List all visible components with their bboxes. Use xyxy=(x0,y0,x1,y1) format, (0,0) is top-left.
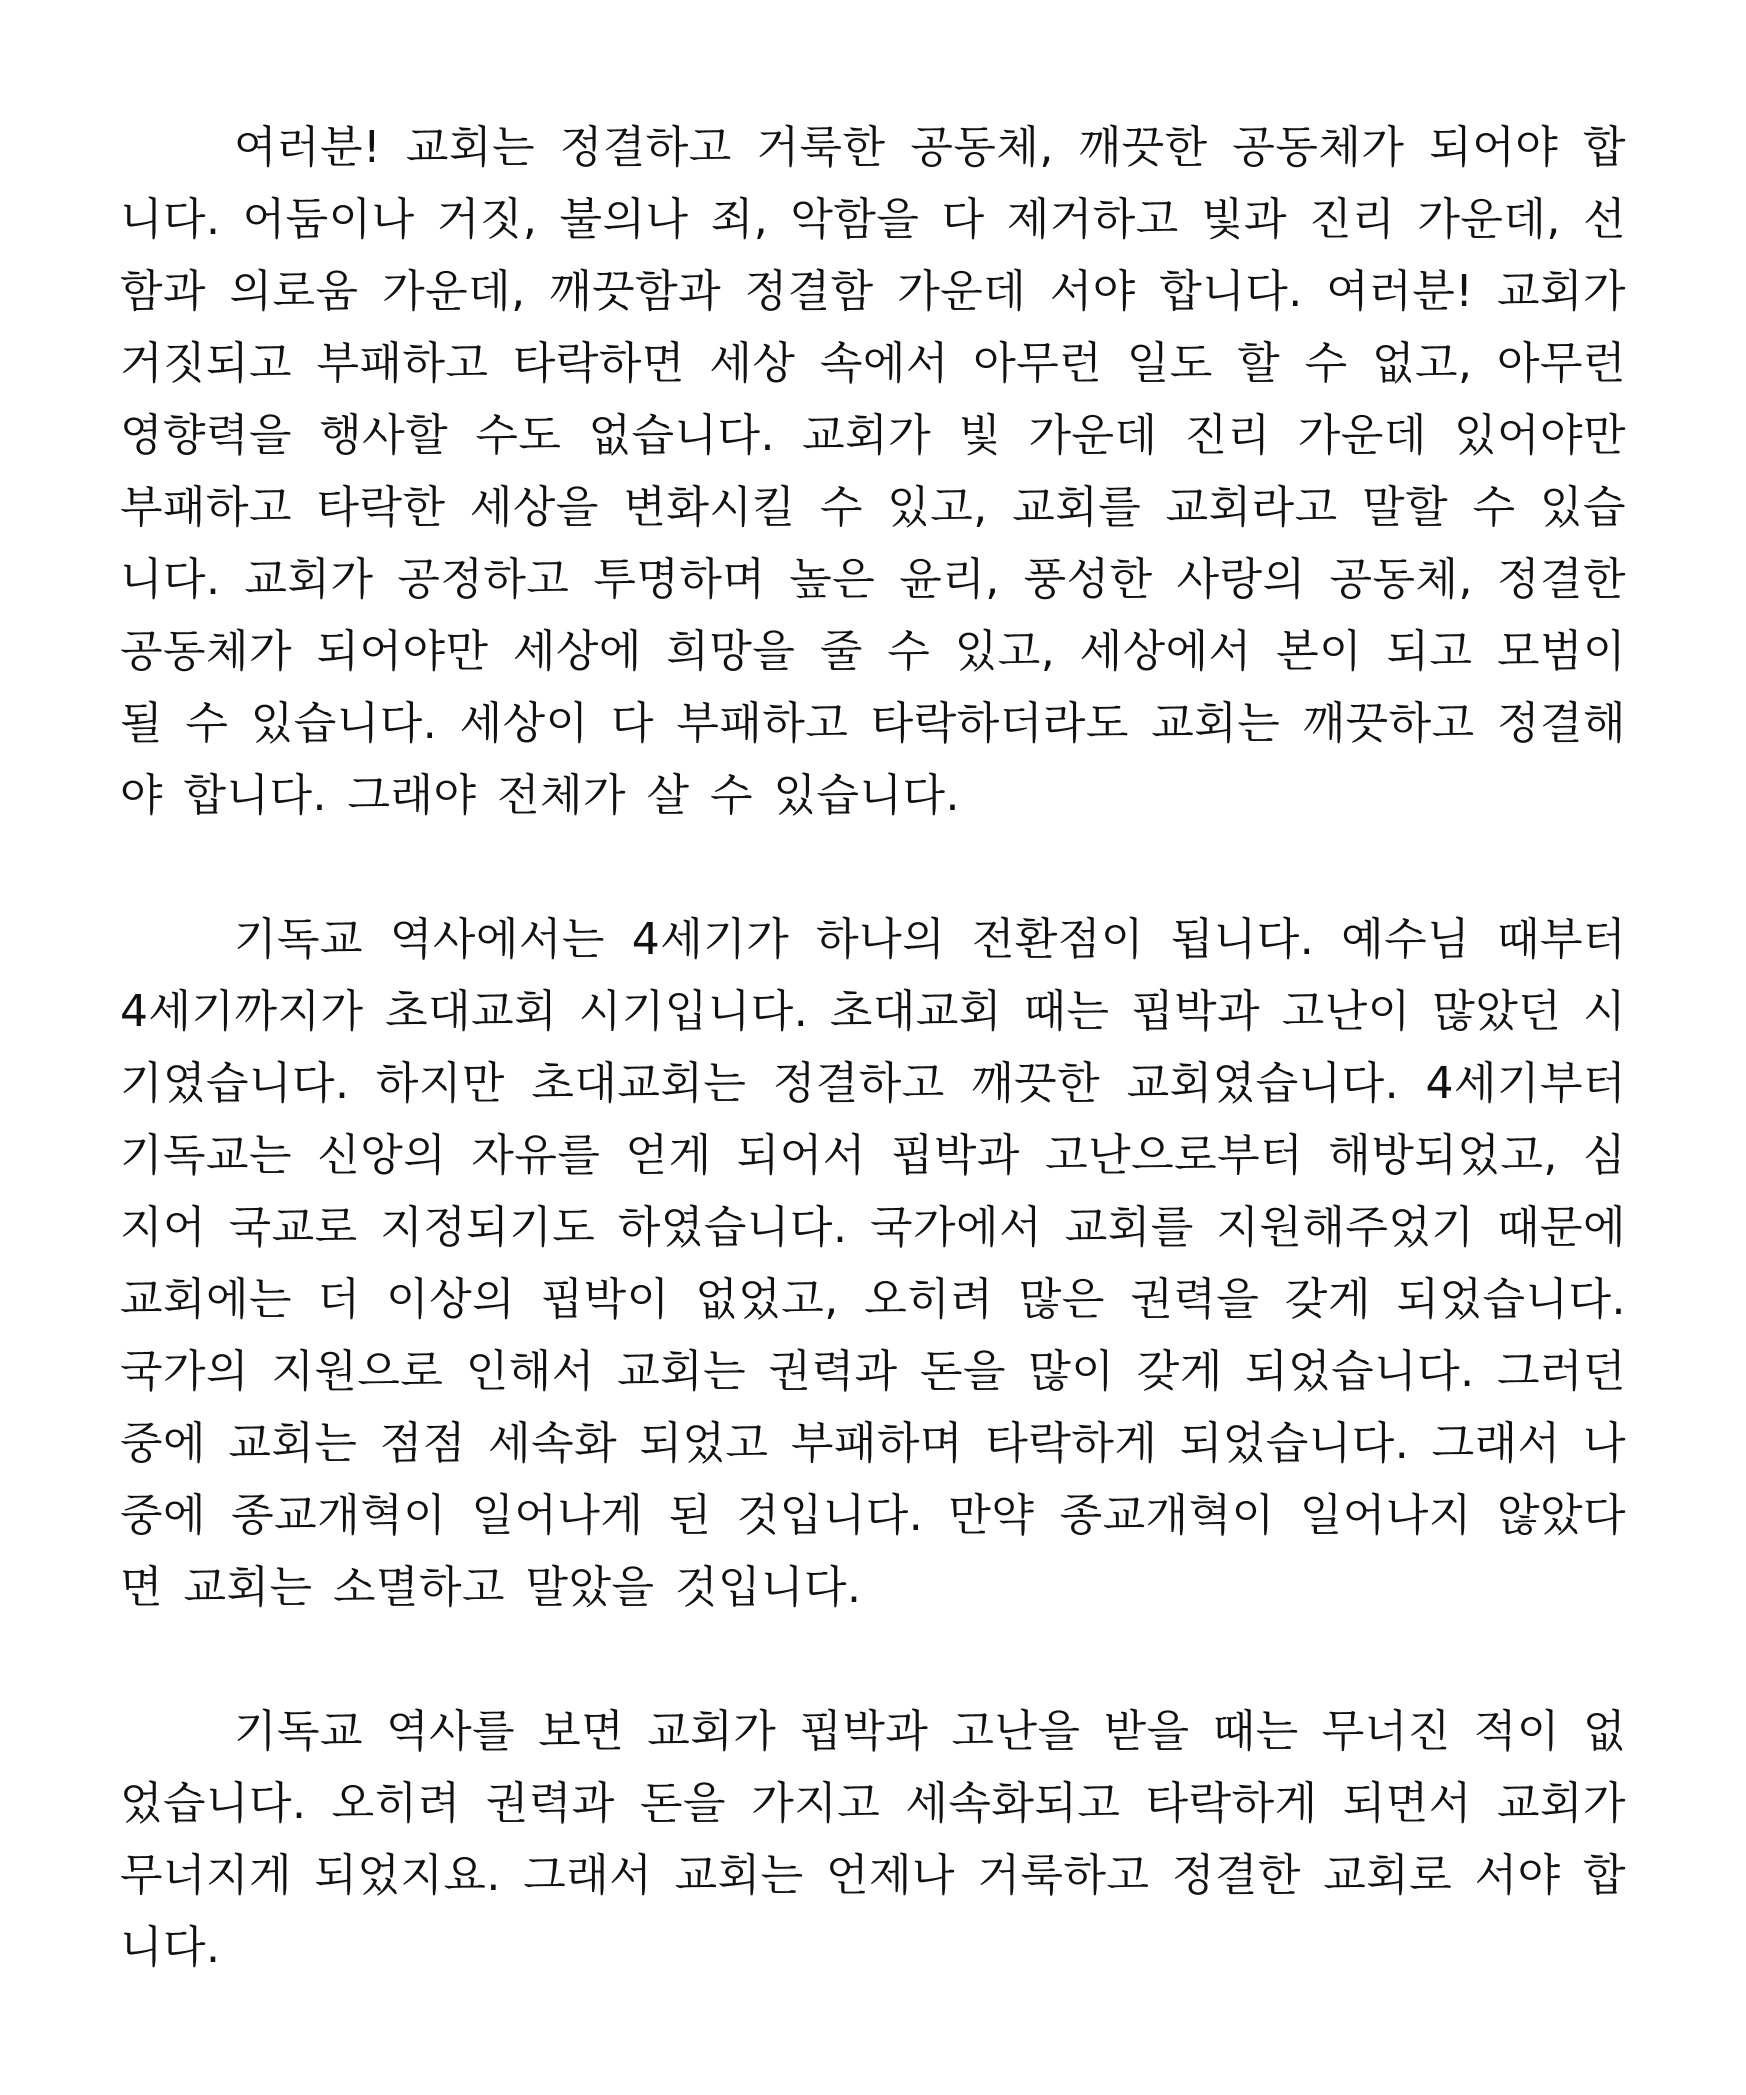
paragraph-3: 기독교 역사를 보면 교회가 핍박과 고난을 받을 때는 무너진 적이 없었습니다. 오히려 권력과 돈을 가지고 세속화되고 타락하게 되면서 교회가 무너지게 되었지요. 그래서 교회는 언제나 거룩하고 정결한 교회로 서야 합니다. xyxy=(120,1706,1627,1973)
paragraph-2: 기독교 역사에서는 4세기가 하나의 전환점이 됩니다. 예수님 때부터 4세기까지가 초대교회 시기입니다. 초대교회 때는 핍박과 고난이 많았던 시기였습니다. 하지만 초대교회는 정결하고 깨끗한 교회였습니다. 4세기부터 기독교는 신앙의 자유를 얻게 되어서 핍박과 고난으로부터 해방되었고, 심지어 국교로 지정되기도 하였습니다. 국가에서 교회를 지원해주었기 때문에 교회에는 더 이상의 핍박이 없었고, 오히려 많은 권력을 갖게 되었습니다. 국가의 지원으로 인해서 교회는 권력과 돈을 많이 갖게 되었습니다. 그러던 중에 교회는 점점 세속화 되었고 부패하며 타락하게 되었습니다. 그래서 나중에 종교개혁이 일어나게 된 것입니다. 만약 종교개혁이 일어나지 않았다면 교회는 소멸하고 말았을 것입니다. xyxy=(120,914,1626,1613)
document-page xyxy=(120,112,1626,1984)
paragraph-1: 여러분! 교회는 정결하고 거룩한 공동체, 깨끗한 공동체가 되어야 합니다. 어둠이나 거짓, 불의나 죄, 악함을 다 제거하고 빛과 진리 가운데, 선함과 의로움 가운데, 깨끗함과 정결함 가운데 서야 합니다. 여러분! 교회가 거짓되고 부패하고 타락하면 세상 속에서 아무런 일도 할 수 없고, 아무런 영향력을 행사할 수도 없습니다. 교회가 빛 가운데 진리 가운데 있어야만 부패하고 타락한 세상을 변화시킬 수 있고, 교회를 교회라고 말할 수 있습니다. 교회가 공정하고 투명하며 높은 윤리, 풍성한 사랑의 공동체, 정결한 공동체가 되어야만 세상에 희망을 줄 수 있고, 세상에서 본이 되고 모범이 될 수 있습니다. 세상이 다 부패하고 타락하더라도 교회는 깨끗하고 정결해야 합니다. 그래야 전체가 살 수 있습니다. xyxy=(120,122,1626,821)
